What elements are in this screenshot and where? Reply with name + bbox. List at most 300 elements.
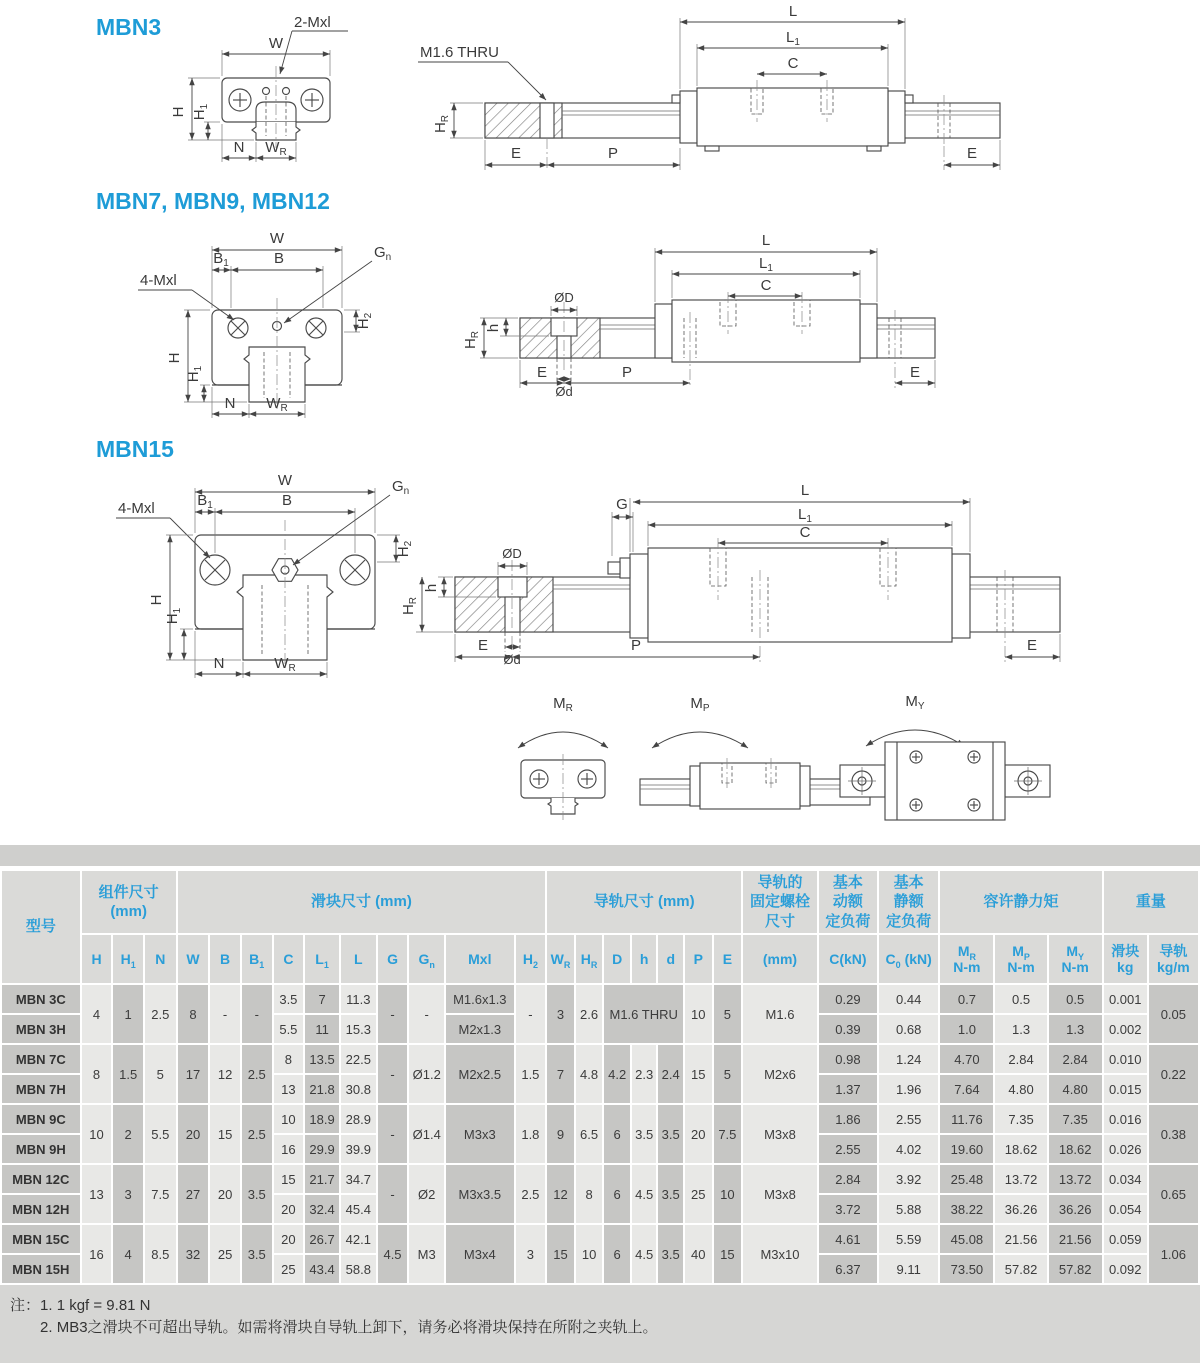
dim-label-wr: $W_R$	[265, 139, 287, 158]
col-C0-kN: $C_0$ (kN)	[879, 935, 938, 983]
cell-G: -	[378, 985, 408, 1043]
col-block-weight: 滑块 kg	[1104, 935, 1147, 983]
cell-H2: 2.5	[516, 1165, 546, 1223]
dim-label-l: L	[800, 482, 810, 499]
cell-P: 40	[685, 1225, 712, 1283]
cell-MY: 7.35	[1049, 1105, 1102, 1133]
dim-label-e-right: E	[909, 364, 921, 381]
cell-Gn: Ø1.4	[409, 1105, 444, 1163]
cell-N: 5.5	[145, 1105, 176, 1163]
dim-label-gn: $G_n$	[392, 478, 410, 497]
cell-B1: 3.5	[242, 1165, 272, 1223]
footnotes	[0, 1285, 1200, 1339]
moment-label-mr: $M_R$	[553, 695, 573, 714]
cell-B: 20	[210, 1165, 240, 1223]
drawing-title-mbn3: MBN3	[96, 14, 162, 40]
cell-Mxl: M2x1.3	[446, 1015, 513, 1043]
cell-L1: 13.5	[305, 1045, 339, 1073]
table-row	[2, 1165, 1198, 1193]
cell-H1: 4	[113, 1225, 143, 1283]
cell-Mxl: M3x4	[446, 1225, 513, 1283]
cell-kg: 0.059	[1104, 1225, 1147, 1253]
cell-MY: 13.72	[1049, 1165, 1102, 1193]
model-cell: MBN 15H	[2, 1255, 80, 1283]
cell-MR: 4.70	[940, 1045, 993, 1073]
mbn7-9-12-side-view-drawing	[462, 232, 935, 399]
dim-label-b: B	[273, 250, 285, 267]
cell-C0: 3.92	[879, 1165, 938, 1193]
col-L: L	[341, 935, 376, 983]
mbn3-cross-section-drawing	[170, 14, 348, 162]
cell-E: 5	[714, 985, 742, 1043]
mbn15-side-view-drawing	[400, 482, 1060, 667]
cell-bolt: M3x8	[743, 1105, 817, 1163]
cell-L1: 21.7	[305, 1165, 339, 1193]
cell-L: 39.9	[341, 1135, 376, 1163]
model-cell: MBN 12H	[2, 1195, 80, 1223]
cell-L: 45.4	[341, 1195, 376, 1223]
table-top-strip	[0, 845, 1200, 869]
model-cell: MBN 9C	[2, 1105, 80, 1133]
cell-kg: 0.092	[1104, 1255, 1147, 1283]
cell-MP: 0.5	[995, 985, 1046, 1013]
col-W: W	[178, 935, 209, 983]
cell-H1: 2	[113, 1105, 143, 1163]
cell-h: 3.5	[632, 1105, 657, 1163]
col-WR: $W_R$	[547, 935, 574, 983]
dim-label-w: W	[268, 35, 284, 52]
dim-label-2mxl: 2-Mxl	[294, 14, 331, 31]
cell-L: 58.8	[341, 1255, 376, 1283]
cell-CkN: 1.86	[819, 1105, 877, 1133]
dim-label-p: P	[630, 637, 642, 654]
col-MY: $M_Y$ N-m	[1049, 935, 1102, 983]
cell-h: 2.3	[632, 1045, 657, 1103]
cell-MP: 1.3	[995, 1015, 1046, 1043]
dim-label-4mxl: 4-Mxl	[140, 272, 177, 289]
cell-MR: 73.50	[940, 1255, 993, 1283]
cell-HR: 10	[576, 1225, 603, 1283]
cell-N: 2.5	[145, 985, 176, 1043]
cell-CkN: 4.61	[819, 1225, 877, 1253]
cell-W: 32	[178, 1225, 209, 1283]
dim-label-hr: $H_R$	[400, 596, 419, 616]
cell-MR: 25.48	[940, 1165, 993, 1193]
cell-CkN: 1.37	[819, 1075, 877, 1103]
cell-MR: 7.64	[940, 1075, 993, 1103]
dim-label-h1: $H_1$	[191, 103, 210, 121]
dim-label-e-right: E	[966, 145, 978, 162]
cell-CkN: 0.98	[819, 1045, 877, 1073]
cell-bolt: M1.6	[743, 985, 817, 1043]
header-static-load: 基本 静额 定负荷	[879, 871, 938, 933]
cell-L: 42.1	[341, 1225, 376, 1253]
cell-C0: 1.96	[879, 1075, 938, 1103]
model-cell: MBN 7H	[2, 1075, 80, 1103]
moment-diagram-mp	[640, 695, 870, 809]
cell-H2: -	[516, 985, 546, 1043]
cell-P: 25	[685, 1165, 712, 1223]
dim-label-w: W	[277, 472, 293, 489]
cell-H: 8	[82, 1045, 112, 1103]
header-rail-dims: 导轨尺寸 (mm)	[547, 871, 741, 933]
cell-C: 13	[274, 1075, 304, 1103]
cell-Mxl: M3x3	[446, 1105, 513, 1163]
drawing-title-mbn7-9-12: MBN7, MBN9, MBN12	[96, 188, 330, 214]
cell-C0: 5.88	[879, 1195, 938, 1223]
cell-h: 4.5	[632, 1225, 657, 1283]
cell-C: 5.5	[274, 1015, 304, 1043]
header-model: 型号	[2, 871, 80, 983]
mbn15-cross-section-drawing	[116, 472, 414, 678]
cell-CkN: 2.84	[819, 1165, 877, 1193]
cell-E: 7.5	[714, 1105, 742, 1163]
dim-label-h-counterbore: h	[423, 583, 440, 593]
cell-P: 10	[685, 985, 712, 1043]
cell-Gn: M3	[409, 1225, 444, 1283]
cell-rail: 0.38	[1149, 1105, 1198, 1163]
cell-bolt: M3x10	[743, 1225, 817, 1283]
cell-kg: 0.026	[1104, 1135, 1147, 1163]
cell-H: 10	[82, 1105, 112, 1163]
cell-H: 4	[82, 985, 112, 1043]
col-H: H	[82, 935, 112, 983]
table-row	[2, 1225, 1198, 1253]
cell-D: 6	[604, 1225, 630, 1283]
dim-label-phi-d-big: ØD	[502, 546, 522, 561]
cell-H1: 3	[113, 1165, 143, 1223]
cell-E: 5	[714, 1045, 742, 1103]
col-H2: $H_2$	[516, 935, 546, 983]
cell-L1: 7	[305, 985, 339, 1013]
cell-C: 15	[274, 1165, 304, 1193]
header-static-moment: 容许静力矩	[940, 871, 1101, 933]
cell-L: 11.3	[341, 985, 376, 1013]
dim-label-l: L	[761, 232, 771, 249]
dim-label-l1: $L_1$	[786, 29, 800, 48]
header-block-dims: 滑块尺寸 (mm)	[178, 871, 546, 933]
col-d: d	[658, 935, 683, 983]
moment-diagram-my	[840, 693, 1050, 820]
cell-WR: 15	[547, 1225, 574, 1283]
col-HR: $H_R$	[576, 935, 603, 983]
cell-MP: 18.62	[995, 1135, 1046, 1163]
cell-L: 30.8	[341, 1075, 376, 1103]
drawing-title-mbn15: MBN15	[96, 436, 174, 462]
cell-L1: 21.8	[305, 1075, 339, 1103]
dim-label-w: W	[269, 230, 285, 247]
col-G: G	[378, 935, 408, 983]
cell-d: 2.4	[658, 1045, 683, 1103]
cell-Mxl: M1.6x1.3	[446, 985, 513, 1013]
cell-kg: 0.010	[1104, 1045, 1147, 1073]
dim-label-c: C	[787, 55, 799, 72]
model-cell: MBN 3C	[2, 985, 80, 1013]
cell-B: 12	[210, 1045, 240, 1103]
cell-H1: 1	[113, 985, 143, 1043]
cell-kg: 0.001	[1104, 985, 1147, 1013]
dim-label-l1: $L_1$	[759, 255, 773, 274]
cell-L1: 32.4	[305, 1195, 339, 1223]
cell-H1: 1.5	[113, 1045, 143, 1103]
dim-label-hr: $H_R$	[462, 330, 481, 350]
cell-MR: 11.76	[940, 1105, 993, 1133]
cell-C0: 0.44	[879, 985, 938, 1013]
dim-label-p: P	[607, 145, 619, 162]
dim-label-b: B	[281, 492, 293, 509]
cell-bolt: M2x6	[743, 1045, 817, 1103]
dim-label-l: L	[788, 3, 798, 20]
header-dynamic-load: 基本 动额 定负荷	[819, 871, 877, 933]
cell-MP: 7.35	[995, 1105, 1046, 1133]
model-cell: MBN 9H	[2, 1135, 80, 1163]
cell-C0: 2.55	[879, 1105, 938, 1133]
cell-HR: 8	[576, 1165, 603, 1223]
dim-label-c: C	[760, 277, 772, 294]
col-C-kN: C(kN)	[819, 935, 877, 983]
cell-N: 5	[145, 1045, 176, 1103]
cell-B: -	[210, 985, 240, 1043]
col-MP: $M_P$ N-m	[995, 935, 1046, 983]
cell-B1: 2.5	[242, 1105, 272, 1163]
dim-label-h: H	[170, 106, 187, 118]
cell-WR: 12	[547, 1165, 574, 1223]
cell-L1: 43.4	[305, 1255, 339, 1283]
cell-C0: 9.11	[879, 1255, 938, 1283]
cell-W: 27	[178, 1165, 209, 1223]
dim-label-phi-d-big: ØD	[554, 290, 574, 305]
cell-rail: 0.05	[1149, 985, 1198, 1043]
cell-kg: 0.034	[1104, 1165, 1147, 1193]
dim-label-hr: $H_R$	[432, 114, 451, 134]
cell-L1: 26.7	[305, 1225, 339, 1253]
cell-H: 13	[82, 1165, 112, 1223]
cell-G: 4.5	[378, 1225, 408, 1283]
cell-W: 20	[178, 1105, 209, 1163]
dim-label-e-left: E	[536, 364, 548, 381]
header-rail-bolt: 导轨的 固定螺栓 尺寸	[743, 871, 817, 933]
cell-C: 10	[274, 1105, 304, 1133]
col-MR: $M_R$ N-m	[940, 935, 993, 983]
cell-C: 25	[274, 1255, 304, 1283]
dim-label-gn: $G_n$	[374, 244, 392, 263]
cell-MR: 0.7	[940, 985, 993, 1013]
dim-label-e-right: E	[1026, 637, 1038, 654]
cell-WR: 3	[547, 985, 574, 1043]
cell-MY: 36.26	[1049, 1195, 1102, 1223]
cell-B1: 2.5	[242, 1045, 272, 1103]
col-h: h	[632, 935, 657, 983]
cell-bolt: M3x8	[743, 1165, 817, 1223]
cell-D: 6	[604, 1165, 630, 1223]
cell-Gn: -	[409, 985, 444, 1043]
cell-MY: 0.5	[1049, 985, 1102, 1013]
dim-label-h1: $H_1$	[185, 365, 204, 383]
table-row	[2, 1045, 1198, 1073]
cell-MR: 45.08	[940, 1225, 993, 1253]
cell-P: 15	[685, 1045, 712, 1103]
cell-C: 20	[274, 1225, 304, 1253]
model-cell: MBN 15C	[2, 1225, 80, 1253]
cell-D: 4.2	[604, 1045, 630, 1103]
cell-B: 15	[210, 1105, 240, 1163]
dim-label-n: N	[213, 655, 225, 672]
cell-H: 16	[82, 1225, 112, 1283]
cell-L: 34.7	[341, 1165, 376, 1193]
cell-N: 8.5	[145, 1225, 176, 1283]
dim-label-e-left: E	[477, 637, 489, 654]
cell-H2: 1.8	[516, 1105, 546, 1163]
dim-label-g: G	[616, 496, 628, 513]
cell-MY: 4.80	[1049, 1075, 1102, 1103]
moment-label-mp: $M_P$	[690, 695, 710, 714]
model-cell: MBN 7C	[2, 1045, 80, 1073]
cell-W: 8	[178, 985, 209, 1043]
cell-C: 16	[274, 1135, 304, 1163]
moment-label-my: $M_Y$	[905, 693, 925, 712]
table-row	[2, 985, 1198, 1013]
dim-label-phi-d-small: Ød	[503, 652, 521, 667]
model-cell: MBN 12C	[2, 1165, 80, 1193]
mbn7-9-12-cross-section-drawing	[138, 230, 391, 418]
cell-G: -	[378, 1045, 408, 1103]
model-cell: MBN 3H	[2, 1015, 80, 1043]
col-D: D	[604, 935, 630, 983]
dim-label-m16-thru: M1.6 THRU	[420, 44, 499, 61]
cell-MR: 1.0	[940, 1015, 993, 1043]
header-weight: 重量	[1104, 871, 1198, 933]
dim-label-h: H	[166, 352, 183, 364]
spec-table-body	[2, 985, 1198, 1283]
cell-MP: 21.56	[995, 1225, 1046, 1253]
cell-kg: 0.054	[1104, 1195, 1147, 1223]
cell-L: 22.5	[341, 1045, 376, 1073]
note-line-2: 2. MB3之滑块不可超出导轨。如需将滑块自导轨上卸下，请务必将滑块保持在所附之夹轨上。	[40, 1318, 658, 1336]
col-bolt-mm: (mm)	[743, 935, 817, 983]
cell-HR: 4.8	[576, 1045, 603, 1103]
cell-MP: 4.80	[995, 1075, 1046, 1103]
dim-label-p: P	[621, 364, 633, 381]
col-E: E	[714, 935, 742, 983]
cell-MR: 19.60	[940, 1135, 993, 1163]
cell-Mxl: M2x2.5	[446, 1045, 513, 1103]
cell-CkN: 0.29	[819, 985, 877, 1013]
cell-MP: 13.72	[995, 1165, 1046, 1193]
cell-rail: 1.06	[1149, 1225, 1198, 1283]
moment-diagram-mr	[518, 695, 608, 820]
dim-label-c: C	[799, 524, 811, 541]
cell-MP: 2.84	[995, 1045, 1046, 1073]
cell-W: 17	[178, 1045, 209, 1103]
cell-CkN: 6.37	[819, 1255, 877, 1283]
dim-label-n: N	[224, 395, 236, 412]
cell-kg: 0.015	[1104, 1075, 1147, 1103]
dim-label-l1: $L_1$	[798, 506, 812, 525]
dim-label-h: H	[148, 594, 165, 606]
cell-Gn: Ø2	[409, 1165, 444, 1223]
cell-P: 20	[685, 1105, 712, 1163]
cell-Gn: Ø1.2	[409, 1045, 444, 1103]
cell-HR: 2.6	[576, 985, 603, 1043]
cell-C0: 5.59	[879, 1225, 938, 1253]
cell-MY: 57.82	[1049, 1255, 1102, 1283]
col-Mxl: Mxl	[446, 935, 513, 983]
dim-label-h1: $H_1$	[164, 607, 183, 625]
col-L1: $L_1$	[305, 935, 339, 983]
col-rail-weight: 导轨 kg/m	[1149, 935, 1198, 983]
cell-L: 15.3	[341, 1015, 376, 1043]
dim-label-b1: $B_1$	[213, 250, 229, 269]
cell-MY: 2.84	[1049, 1045, 1102, 1073]
cell-C: 8	[274, 1045, 304, 1073]
mbn3-side-view-drawing	[418, 3, 1000, 170]
cell-E: 10	[714, 1165, 742, 1223]
dim-label-e-left: E	[510, 145, 522, 162]
cell-B1: -	[242, 985, 272, 1043]
cell-B: 25	[210, 1225, 240, 1283]
cell-G: -	[378, 1165, 408, 1223]
note-prefix: 注：	[10, 1297, 41, 1314]
cell-C0: 0.68	[879, 1015, 938, 1043]
col-Gn: $G_n$	[409, 935, 444, 983]
cell-Dhd: M1.6 THRU	[604, 985, 683, 1043]
dim-label-n: N	[233, 139, 245, 156]
cell-CkN: 2.55	[819, 1135, 877, 1163]
cell-d: 3.5	[658, 1105, 683, 1163]
cell-WR: 7	[547, 1045, 574, 1103]
cell-N: 7.5	[145, 1165, 176, 1223]
cell-d: 3.5	[658, 1225, 683, 1283]
dim-label-h-counterbore: h	[485, 323, 502, 333]
spec-table	[0, 869, 1200, 1285]
cell-h: 4.5	[632, 1165, 657, 1223]
cell-L1: 29.9	[305, 1135, 339, 1163]
table-row	[2, 1105, 1198, 1133]
cell-G: -	[378, 1105, 408, 1163]
col-N: N	[145, 935, 176, 983]
cell-MY: 1.3	[1049, 1015, 1102, 1043]
cell-C: 3.5	[274, 985, 304, 1013]
cell-MY: 18.62	[1049, 1135, 1102, 1163]
cell-D: 6	[604, 1105, 630, 1163]
dim-label-wr: $W_R$	[266, 395, 288, 414]
cell-L1: 18.9	[305, 1105, 339, 1133]
cell-CkN: 0.39	[819, 1015, 877, 1043]
col-P: P	[685, 935, 712, 983]
cell-rail: 0.65	[1149, 1165, 1198, 1223]
cell-rail: 0.22	[1149, 1045, 1198, 1103]
dim-label-h2: $H_2$	[395, 540, 414, 558]
cell-MY: 21.56	[1049, 1225, 1102, 1253]
cell-L1: 11	[305, 1015, 339, 1043]
cell-H2: 1.5	[516, 1045, 546, 1103]
dim-label-wr: $W_R$	[274, 655, 296, 674]
cell-HR: 6.5	[576, 1105, 603, 1163]
col-B: B	[210, 935, 240, 983]
cell-E: 15	[714, 1225, 742, 1283]
cell-kg: 0.002	[1104, 1015, 1147, 1043]
cell-MP: 36.26	[995, 1195, 1046, 1223]
dim-label-h2: $H_2$	[355, 312, 374, 330]
cell-CkN: 3.72	[819, 1195, 877, 1223]
dim-label-4mxl: 4-Mxl	[118, 500, 155, 517]
cell-C: 20	[274, 1195, 304, 1223]
cell-C0: 1.24	[879, 1045, 938, 1073]
cell-kg: 0.016	[1104, 1105, 1147, 1133]
cell-MR: 38.22	[940, 1195, 993, 1223]
note-line-1: 1. 1 kgf = 9.81 N	[40, 1297, 151, 1314]
cell-L: 28.9	[341, 1105, 376, 1133]
